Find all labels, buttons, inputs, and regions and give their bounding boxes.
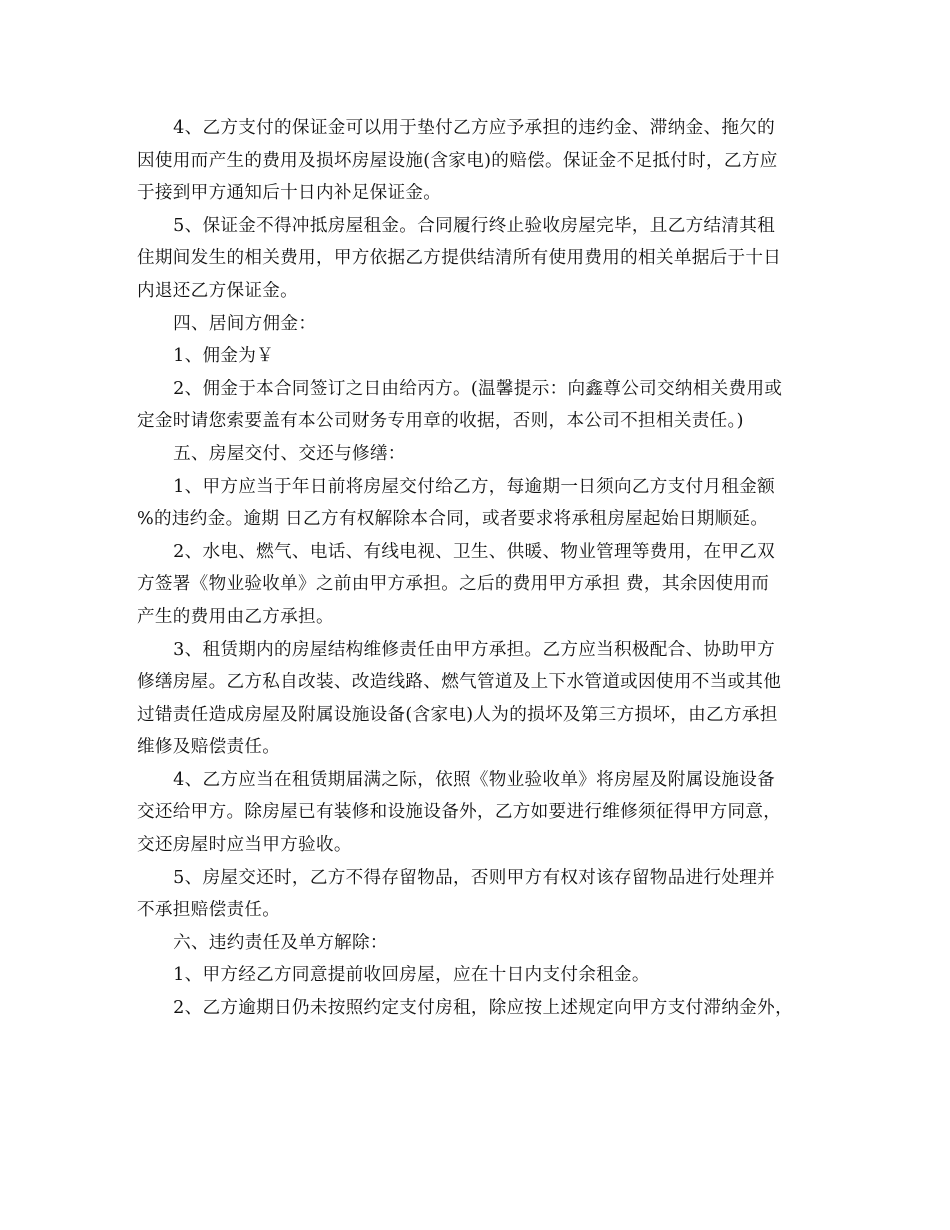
text-line: 1、佣金为￥ <box>173 346 275 367</box>
text-line: 内退还乙方保证金。 <box>137 280 299 301</box>
text-line: 5、房屋交还时，乙方不得存留物品，否则甲方有权对该存留物品进行处理并 <box>173 867 776 888</box>
text-line: 3、租赁期内的房屋结构维修责任由甲方承担。乙方应当积极配合、协助甲方 <box>173 639 776 660</box>
text-line: 产生的费用由乙方承担。 <box>137 606 334 627</box>
text-line: 4、乙方支付的保证金可以用于垫付乙方应予承担的违约金、滞纳金、拖欠的 <box>173 118 776 138</box>
section-heading: 五、房屋交付、交还与修缮： <box>173 443 406 464</box>
text-line: 交还给甲方。除房屋已有装修和设施设备外，乙方如要进行维修须征得甲方同意， <box>137 802 782 823</box>
text-line: 过错责任造成房屋及附属设施设备(含家电)人为的损坏及第三方损坏，由乙方承担 <box>137 704 778 725</box>
text-line: 不承担赔偿责任。 <box>137 900 281 921</box>
section-heading: 四、居间方佣金： <box>173 313 317 334</box>
text-line: 2、水电、燃气、电话、有线电视、卫生、供暖、物业管理等费用，在甲乙双 <box>173 541 776 562</box>
text-line: 方签署《物业验收单》之前由甲方承担。之后的费用甲方承担 费，其余因使用而 <box>137 574 770 595</box>
document-page <box>137 112 817 1025</box>
text-line: 4、乙方应当在租赁期届满之际，依照《物业验收单》将房屋及附属设施设备 <box>173 769 776 790</box>
text-line: 5、保证金不得冲抵房屋租金。合同履行终止验收房屋完毕，且乙方结清其租 <box>173 215 776 236</box>
text-line: 定金时请您索要盖有本公司财务专用章的收据，否则，本公司不担相关责任。) <box>137 411 744 432</box>
text-line: 因使用而产生的费用及损坏房屋设施(含家电)的赔偿。保证金不足抵付时，乙方应 <box>137 150 778 171</box>
text-line: 于接到甲方通知后十日内补足保证金。 <box>137 183 442 204</box>
text-line: %的违约金。逾期 日乙方有权解除本合同，或者要求将承租房屋起始日期顺延。 <box>137 509 769 530</box>
text-line: 维修及赔偿责任。 <box>137 737 281 758</box>
text-line: 1、甲方经乙方同意提前收回房屋，应在十日内支付余租金。 <box>173 965 650 986</box>
text-line: 2、佣金于本合同签订之日由给丙方。(温馨提示：向鑫尊公司交纳相关费用或 <box>173 378 783 399</box>
text-line: 交还房屋时应当甲方验收。 <box>137 835 352 856</box>
text-line: 1、甲方应当于年日前将房屋交付给乙方，每逾期一日须向乙方支付月租金额 <box>173 476 776 497</box>
text-line: 2、乙方逾期日仍未按照约定支付房租，除应按上述规定向甲方支付滞纳金外， <box>173 998 793 1019</box>
text-line: 修缮房屋。乙方私自改装、改造线路、燃气管道及上下水管道或因使用不当或其他 <box>137 672 782 693</box>
section-heading: 六、违约责任及单方解除： <box>173 932 388 953</box>
text-line: 住期间发生的相关费用，甲方依据乙方提供结清所有使用费用的相关单据后于十日 <box>137 248 782 269</box>
